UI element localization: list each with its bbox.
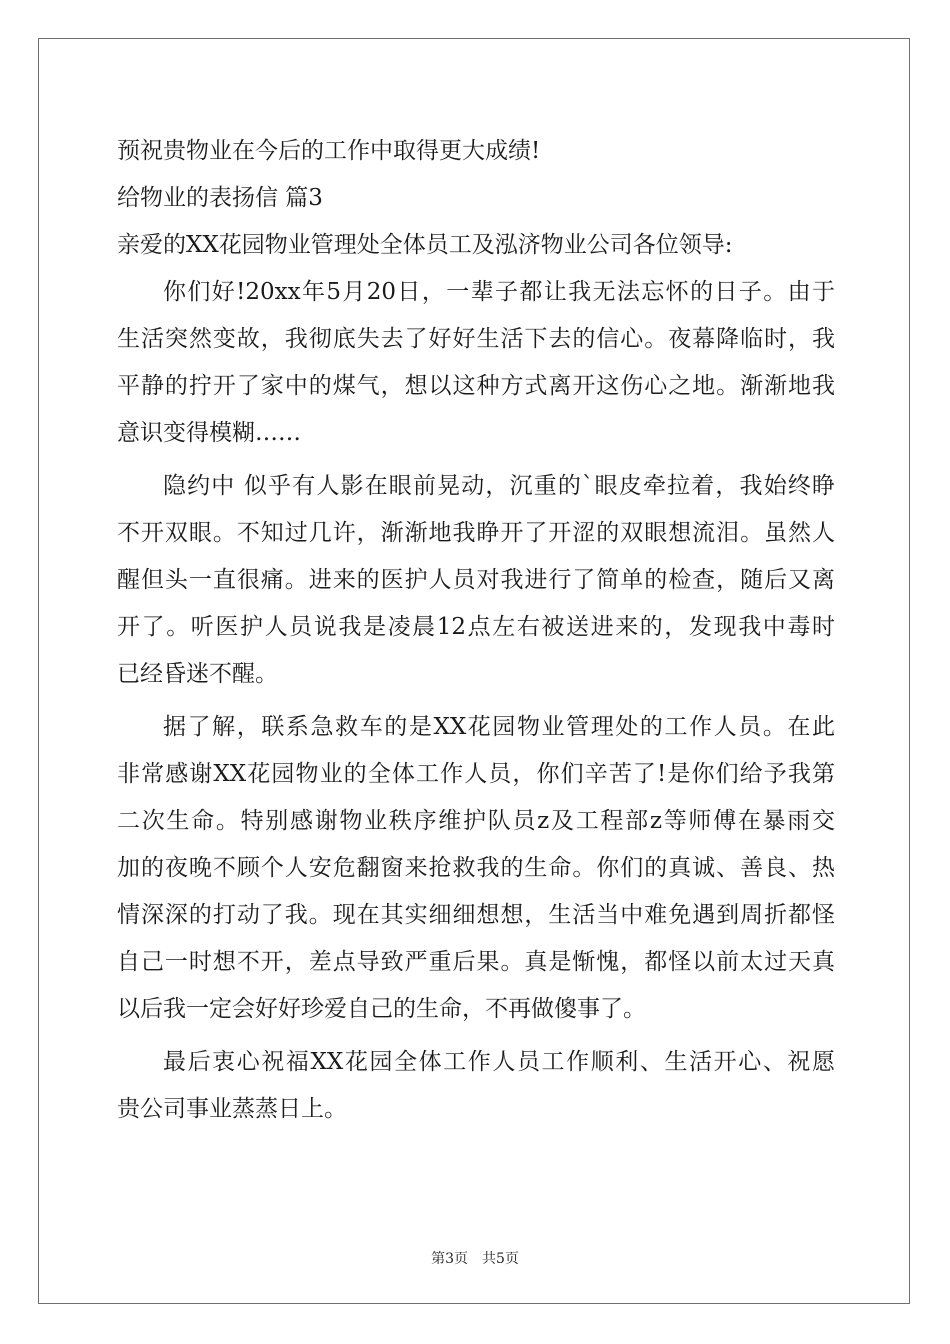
- paragraph-1-line-3: 平静的拧开了家中的煤气，想以这种方式离开这伤心之地。渐渐地我: [117, 373, 835, 399]
- paragraph-3-line-2: 非常感谢XX花园物业的全体工作人员，你们辛苦了!是你们给予我第: [117, 761, 835, 787]
- paragraph-3-line-6: 自己一时想不开，差点导致严重后果。真是惭愧，都怪以前太过天真: [117, 949, 835, 975]
- paragraph-4-line-2: 贵公司事业蒸蒸日上。: [117, 1096, 347, 1122]
- page-number-current: 第3页: [431, 1251, 468, 1267]
- section-heading: 给物业的表扬信 篇3: [117, 185, 323, 211]
- paragraph-3-line-1: 据了解，联系急救车的是XX花园物业管理处的工作人员。在此: [163, 714, 835, 740]
- paragraph-2-line-1: 隐约中 似乎有人影在眼前晃动，沉重的`眼皮牵拉着，我始终睁: [163, 473, 835, 499]
- document-body: [117, 128, 835, 1133]
- closing-wish-line: 预祝贵物业在今后的工作中取得更大成绩!: [117, 138, 541, 164]
- paragraph-2-line-5: 已经昏迷不醒。: [117, 661, 278, 687]
- paragraph-1-line-1: 你们好!20xx年5月20日，一辈子都让我无法忘怀的日子。由于: [163, 279, 835, 305]
- paragraph-2-line-4: 开了。听医护人员说我是凌晨12点左右被送进来的，发现我中毒时: [117, 614, 835, 640]
- paragraph-2-line-2: 不开双眼。不知过几许，渐渐地我睁开了开涩的双眼想流泪。虽然人: [117, 520, 835, 546]
- paragraph-1-line-4: 意识变得模糊……: [117, 420, 301, 446]
- salutation-line: 亲爱的XX花园物业管理处全体员工及泓济物业公司各位领导:: [117, 232, 733, 258]
- page-footer: [0, 1248, 950, 1268]
- paragraph-2-line-3: 醒但头一直很痛。进来的医护人员对我进行了简单的检查，随后又离: [117, 567, 835, 593]
- paragraph-3-line-5: 情深深的打动了我。现在其实细细想想，生活当中难免遇到周折都怪: [117, 902, 835, 928]
- paragraph-3-line-3: 二次生命。特别感谢物业秩序维护队员z及工程部z等师傅在暴雨交: [117, 808, 835, 834]
- paragraph-3-line-4: 加的夜晚不顾个人安危翻窗来抢救我的生命。你们的真诚、善良、热: [117, 855, 835, 881]
- paragraph-4-line-1: 最后衷心祝福XX花园全体工作人员工作顺利、生活开心、祝愿: [163, 1049, 835, 1075]
- paragraph-1-line-2: 生活突然变故，我彻底失去了好好生活下去的信心。夜幕降临时，我: [117, 326, 835, 352]
- page-number-total: 共5页: [482, 1251, 519, 1267]
- paragraph-3-line-7: 以后我一定会好好珍爱自己的生命，不再做傻事了。: [117, 996, 646, 1022]
